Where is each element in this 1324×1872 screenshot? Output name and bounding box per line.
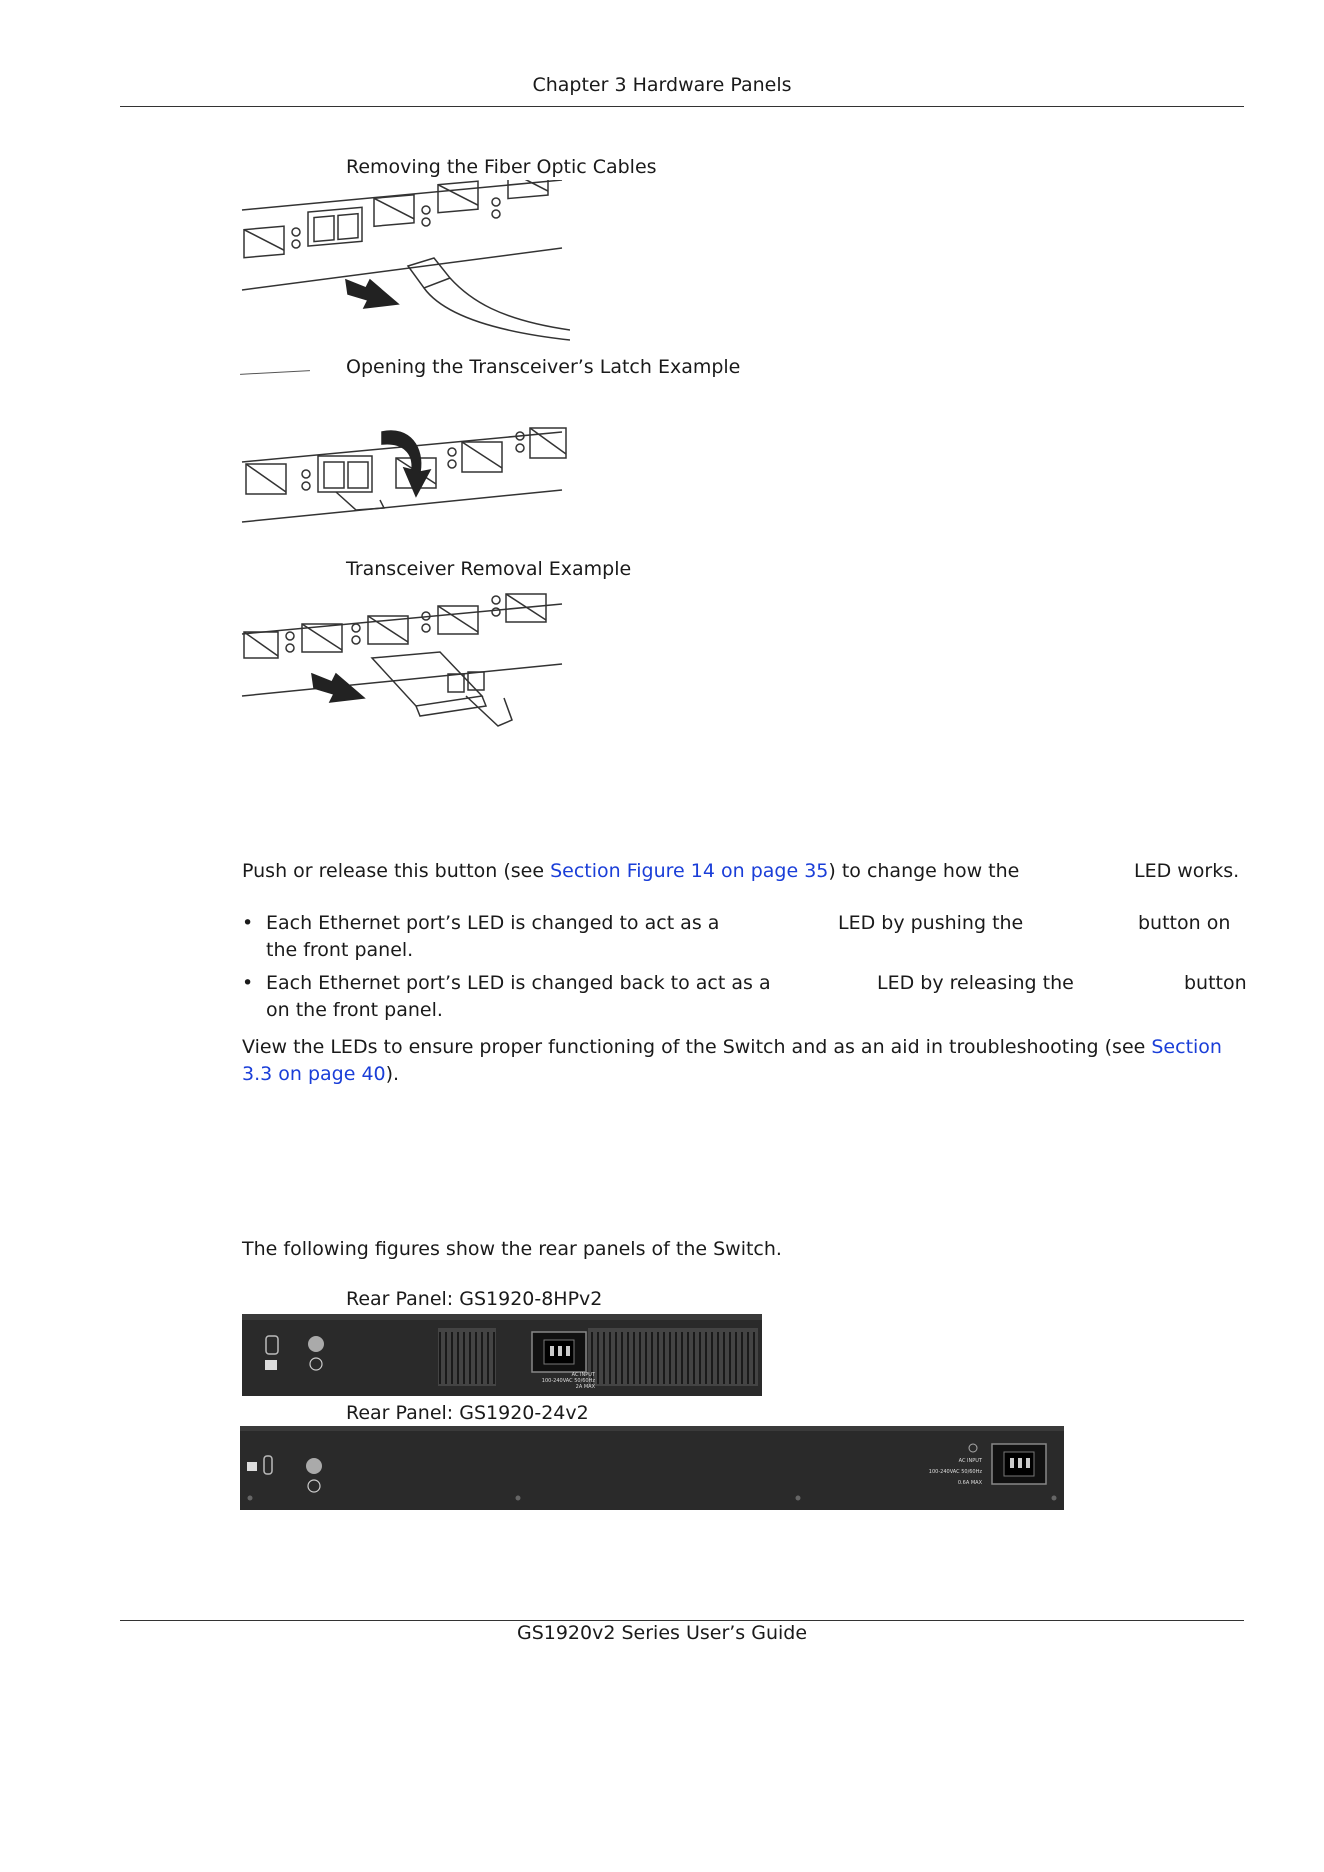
p2-text-b: ). [385,1063,400,1085]
panel-edge-line [240,370,310,375]
current-label-24: 0.6A MAX [957,1480,982,1486]
b1-text-c: button on [1138,912,1231,934]
link-section-3-3-b[interactable]: 3.3 on page 40 [242,1063,386,1085]
figure-opening-latch [240,412,570,532]
bullet-dot: • [242,912,254,934]
paragraph-rear-panels: The following figures show the rear panels of the Switch. [242,1238,782,1260]
p2-text-a: View the LEDs to ensure proper functioning of the Switch and as an aid in troubleshooting (see [242,1036,1152,1058]
b2-text-a: Each Ethernet port’s LED is changed back to act as a [266,972,771,994]
bullet-item-pushing [242,910,720,937]
paragraph-leds [242,1034,1252,1088]
voltage-label-8hp: 100-240VAC 50/60Hz [541,1378,595,1384]
chapter-header: Chapter 3 Hardware Panels [532,74,792,96]
paragraph-button-usage [242,858,1252,885]
figure-removing-fiber-cables [240,180,570,350]
p1-text-a: Push or release this button (see [242,860,551,882]
link-section-3-3-a[interactable]: Section [1151,1036,1222,1058]
ac-input-label-8hp: AC INPUT [571,1372,595,1378]
link-section-figure-14[interactable]: Section Figure 14 on page 35 [550,860,829,882]
p1-text-b: ) to change how the [828,860,1020,882]
figure-caption-fiber-cables: Removing the Fiber Optic Cables [346,156,657,178]
figure-caption-rear-24v2: Rear Panel: GS1920-24v2 [346,1402,589,1424]
b1-text-b: LED by pushing the [838,912,1024,934]
footer-guide-title: GS1920v2 Series User’s Guide [516,1622,808,1644]
header-rule [120,106,1244,107]
b2-text-d: on the front panel. [266,999,443,1021]
b1-text-a: Each Ethernet port’s LED is changed to act as a [266,912,720,934]
bullet-item-releasing [242,970,771,997]
ac-input-label-24: AC INPUT [958,1458,982,1464]
p1-text-c: LED works. [1134,860,1240,882]
rear-panel-8hpv2 [242,1314,762,1396]
figure-caption-transceiver-removal: Transceiver Removal Example [346,558,632,580]
b2-text-b: LED by releasing the [877,972,1074,994]
figure-transceiver-removal [240,586,570,746]
figure-caption-transceiver-latch: Opening the Transceiver’s Latch Example [346,356,741,378]
figure-caption-rear-8hpv2: Rear Panel: GS1920-8HPv2 [346,1288,603,1310]
rear-panel-24v2 [240,1426,1064,1510]
b2-text-c: button [1184,972,1247,994]
bullet-dot: • [242,972,254,994]
footer-rule [120,1620,1244,1621]
current-label-8hp: 2A MAX [575,1384,595,1390]
voltage-label-24: 100-240VAC 50/60Hz [928,1469,982,1475]
b1-text-d: the front panel. [266,939,414,961]
